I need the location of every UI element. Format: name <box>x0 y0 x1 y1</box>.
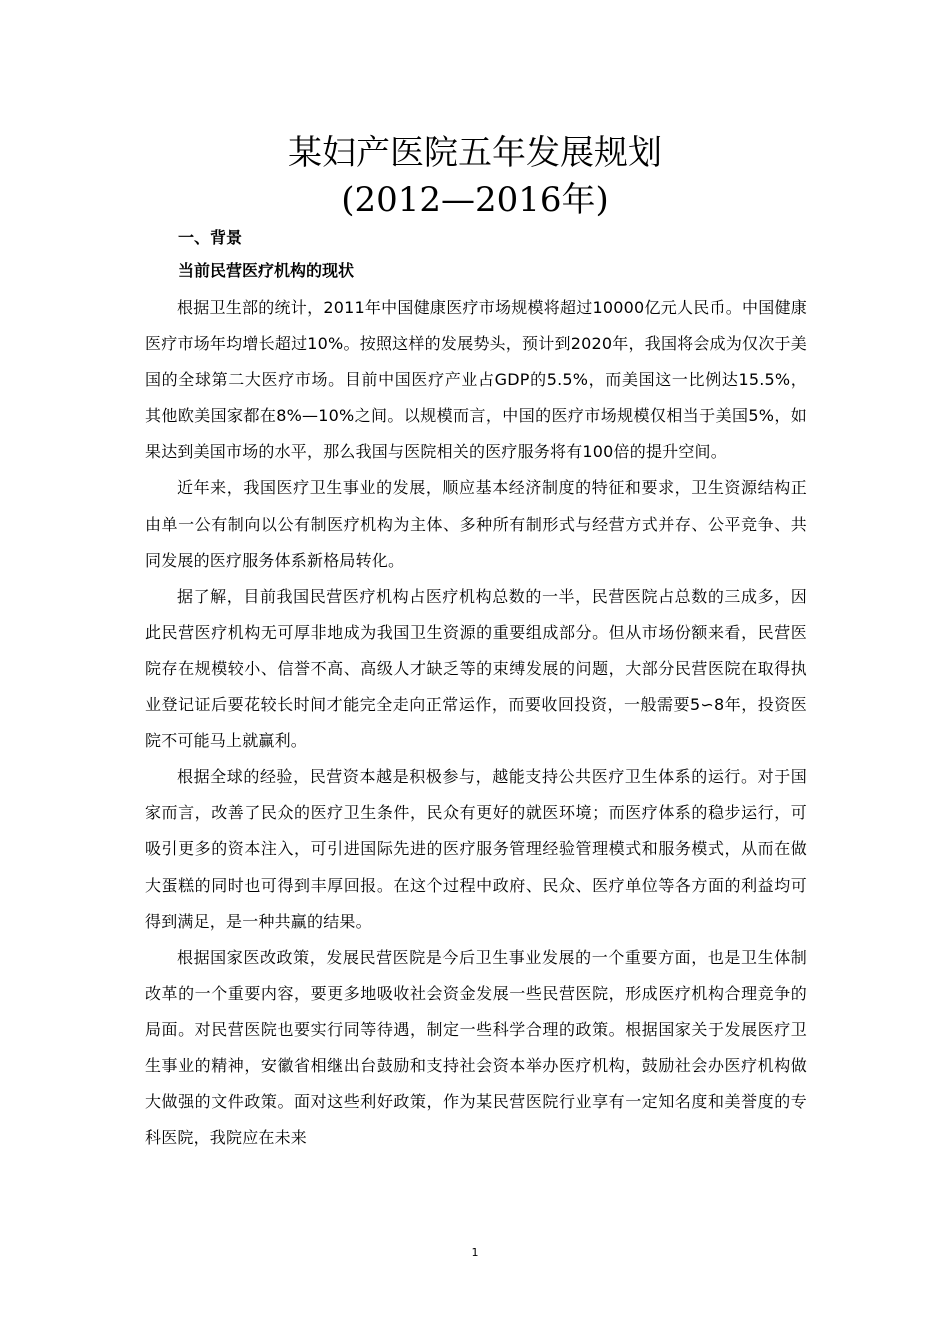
paragraph: 根据全球的经验，民营资本越是积极参与，越能支持公共医疗卫生体系的运行。对于国家而言，改善了民众的医疗卫生条件，民众有更好的就医环境；而医疗体系的稳步运行，可吸引更多的资本注入，可引进国际先进的医疗服务管理经验管理模式和服务模式，从而在做大蛋糕的同时也可得到丰厚回报。在这个过程中政府、民众、医疗单位等各方面的利益均可得到满足，是一种共赢的结果。 <box>145 767 807 931</box>
subsection-heading-private-status: 当前民营医疗机构的现状 <box>178 261 355 280</box>
paragraph: 近年来，我国医疗卫生事业的发展，顺应基本经济制度的特征和要求，卫生资源结构正由单一公有制向以公有制医疗机构为主体、多种所有制形式与经营方式并存、公平竞争、共同发展的医疗服务体系新格局转化。 <box>145 478 807 570</box>
paragraph: 据了解，目前我国民营医疗机构占医疗机构总数的一半，民营医院占总数的三成多，因此民营医疗机构无可厚非地成为我国卫生资源的重要组成部分。但从市场份额来看，民营医院存在规模较小、信誉不高、高级人才缺乏等的束缚发展的问题，大部分民营医院在取得执业登记证后要花较长时间才能完全走向正常运作，而要收回投资，一般需要5∽8年，投资医院不可能马上就赢利。 <box>145 586 807 751</box>
document-subtitle-years: (2012—2016年) <box>341 180 609 220</box>
page-number: 1 <box>471 1246 479 1259</box>
paragraph: 根据卫生部的统计，2011年中国健康医疗市场规模将超过10000亿元人民币。中国健康医疗市场年均增长超过10%。按照这样的发展势头，预计到2020年，我国将会成为仅次于美国的全球第二大医疗市场。目前中国医疗产业占GDP的5.5%，而美国这一比例达15.5%，其他欧美国家都在8%—10%之间。以规模而言，中国的医疗市场规模仅相当于美国5%，如果达到美国市场的水平，那么我国与医院相关的医疗服务将有100倍的提升空间。 <box>145 298 807 462</box>
paragraph: 根据国家医改政策，发展民营医院是今后卫生事业发展的一个重要方面，也是卫生体制改革的一个重要内容，要更多地吸收社会资金发展一些民营医院，形成医疗机构合理竞争的局面。对民营医院也要实行同等待遇，制定一些科学合理的政策。根据国家关于发展医疗卫生事业的精神，安徽省相继出台鼓励和支持社会资本举办医疗机构，鼓励社会办医疗机构做大做强的文件政策。面对这些利好政策，作为某民营医院行业享有一定知名度和美誉度的专科医院，我院应在未来 <box>145 947 807 1148</box>
section-heading-background: 一、背景 <box>178 228 243 247</box>
document-title: 某妇产医院五年发展规划 <box>288 133 662 173</box>
document-body <box>145 290 807 1156</box>
